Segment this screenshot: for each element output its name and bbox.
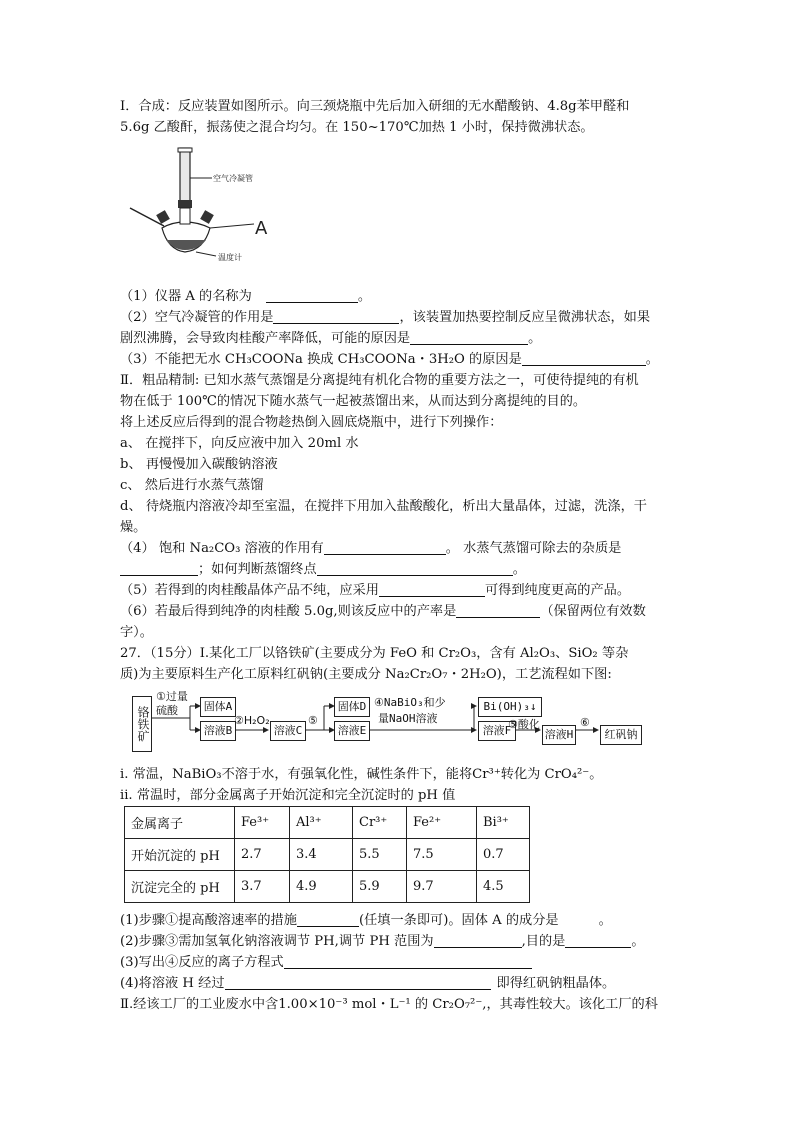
flow-step6-label: ⑥ — [580, 716, 590, 729]
answer-blank — [266, 288, 358, 303]
table-cell: 沉淀完全的 pH — [125, 871, 235, 903]
note-i: i. 常温，NaBiO₃不溶于水，有强氧化性，碱性条件下，能将Cr³⁺转化为 CrO₄²⁻。 — [120, 767, 603, 782]
sub-question-3: (3)写出④反应的离子方程式 — [120, 952, 676, 973]
condenser-label: 空气冷凝管 — [213, 174, 253, 183]
table-header: Bi³⁺ — [477, 807, 530, 839]
step-c: c、 然后进行水蒸气蒸馏 — [120, 478, 264, 493]
answer-blank — [456, 603, 540, 618]
answer-blank — [317, 561, 513, 576]
answer-blank — [379, 582, 485, 597]
answer-blank — [324, 540, 446, 555]
flow-solid-a: 固体A — [200, 697, 236, 717]
answer-blank — [225, 975, 491, 990]
flow-step4-label: ④NaBiO₃和少 — [374, 696, 446, 709]
table-header: Fe²⁺ — [407, 807, 477, 839]
table-header: Fe³⁺ — [235, 807, 290, 839]
table-header: 金属离子 — [125, 807, 235, 839]
flow-bi-hydroxide: Bi(OH)₃↓ — [478, 697, 542, 717]
question-5: （5）若得到的肉桂酸晶体产品不纯，应采用 可得到纯度更高的产品。 — [120, 583, 631, 598]
condenser-icon — [180, 148, 190, 206]
step-d-cont: 燥。 — [120, 520, 147, 535]
sub-question-2: (2)步骤③需加氢氧化钠溶液调节 PH,调节 PH 范围为 ,目的是 。 — [120, 934, 645, 949]
flow-step4-label-b: 量NaOH溶液 — [378, 712, 438, 725]
question-1: （1）仪器 A 的名称为 。 — [120, 289, 371, 304]
apparatus-figure — [128, 144, 288, 274]
ph-table — [124, 806, 530, 903]
answer-blank — [120, 561, 198, 576]
table-cell: 4.9 — [290, 871, 353, 903]
answer-blank — [522, 351, 646, 366]
sub-question-1: (1)步骤①提高酸溶速率的措施 (任填一条即可)。固体 A 的成分是 。 — [120, 913, 612, 928]
flow-step3-label: ⑤ — [308, 714, 318, 727]
flow-step1-label-b: 硫酸 — [156, 704, 178, 717]
table-cell: 5.5 — [353, 839, 407, 871]
flow-solution-e: 溶液E — [334, 721, 370, 741]
table-header: Al³⁺ — [290, 807, 353, 839]
table-header-row — [125, 807, 530, 839]
flow-solution-b: 溶液B — [200, 721, 236, 741]
flask-label-a: A — [255, 218, 268, 239]
table-cell: 开始沉淀的 pH — [125, 839, 235, 871]
part2-procedure: 将上述反应后得到的混合物趁热倒入圆底烧瓶中，进行下列操作： — [120, 415, 503, 430]
question-27-cont: 质)为主要原料生产化工原料红矾钠(主要成分 Na₂Cr₂O₇・2H₂O)，工艺流程如下图: — [120, 667, 612, 682]
question-27: 27．（15分）Ⅰ.某化工厂以铬铁矿(主要成分为 FeO 和 Cr₂O₃，含有 Al₂O₃、SiO₂ 等杂 — [120, 646, 629, 661]
table-cell: 7.5 — [407, 839, 477, 871]
flow-step2-label: ②H₂O₂ — [234, 714, 270, 727]
flow-solution-f: 溶液F — [478, 721, 516, 741]
flow-product: 红矾钠 — [600, 725, 642, 745]
question-6: （6）若最后得到纯净的肉桂酸 5.0g,则该反应中的产率是 （保留两位有效数 — [120, 604, 646, 619]
table-cell: 9.7 — [407, 871, 477, 903]
table-cell: 5.9 — [353, 871, 407, 903]
answer-blank — [410, 330, 528, 345]
step-a: a、 在搅拌下，向反应液中加入 20ml 水 — [120, 436, 359, 451]
table-cell: 3.4 — [290, 839, 353, 871]
table-cell: 2.7 — [235, 839, 290, 871]
question-6-cont: 字）。 — [120, 625, 153, 640]
question-2-cont: 剧烈沸腾，会导致肉桂酸产率降低，可能的原因是 。 — [120, 331, 542, 346]
answer-blank — [297, 912, 359, 927]
process-flowchart — [128, 688, 668, 754]
part2-intro: Ⅱ．粗品精制: 已知水蒸气蒸馏是分离提纯有机化合物的重要方法之一，可使待提纯的有机 — [120, 373, 639, 388]
flow-solid-d: 固体D — [334, 697, 370, 717]
table-cell: 3.7 — [235, 871, 290, 903]
table-cell: 0.7 — [477, 839, 530, 871]
table-cell: 4.5 — [477, 871, 530, 903]
table-row — [125, 871, 530, 903]
step-d: d、 待烧瓶内溶液冷却至室温，在搅拌下用加入盐酸酸化，析出大量晶体，过滤，洗涤，干 — [120, 499, 647, 514]
part1-intro: Ⅰ．合成：反应装置如图所示。向三颈烧瓶中先后加入研细的无水醋酸钠、4.8g苯甲醛和 — [120, 99, 630, 114]
question-2: （2）空气冷凝管的作用是 ，该装置加热要控制反应呈微沸状态，如果 — [120, 310, 651, 325]
answer-blank — [284, 954, 532, 969]
answer-blank — [434, 933, 522, 948]
flow-ore: 铬铁矿 — [132, 696, 152, 752]
question-3: （3）不能把无水 CH₃COONa 换成 CH₃COONa・3H₂O 的原因是 。 — [120, 352, 659, 367]
part1-intro-cont: 5.6g 乙酸酐，振荡使之混合均匀。在 150~170℃加热 1 小时，保持微沸状态。 — [120, 120, 594, 135]
part2-intro-cont: 物在低于 100℃的情况下随水蒸气一起被蒸馏出来，从而达到分离提纯的目的。 — [120, 394, 587, 409]
answer-blank — [273, 309, 399, 324]
thermometer-label: 温度计 — [218, 253, 242, 262]
step-b: b、 再慢慢加入碳酸钠溶液 — [120, 457, 278, 472]
table-header: Cr³⁺ — [353, 807, 407, 839]
question-4-cont: ；如何判断蒸馏终点 。 — [120, 559, 676, 580]
flow-step1-label: ①过量 — [156, 690, 188, 703]
sub-question-4: (4)将溶液 H 经过 即得红矾钠粗晶体。 — [120, 976, 616, 991]
question-4: （4） 饱和 Na₂CO₃ 溶液的作用有 。 水蒸气蒸馏可除去的杂质是 — [120, 541, 622, 556]
table-row — [125, 839, 530, 871]
answer-blank — [565, 933, 631, 948]
flow-solution-h: 溶液H — [542, 725, 576, 745]
note-ii: ii. 常温时，部分金属离子开始沉淀和完全沉淀时的 pH 值 — [120, 788, 456, 803]
flow-solution-c: 溶液C — [270, 721, 306, 741]
flow-step5-label: ⑤酸化 — [508, 718, 540, 731]
part2-wastewater: Ⅱ.经该工厂的工业废水中含1.00×10⁻³ mol・L⁻¹ 的 Cr₂O₇²⁻,，其毒性较大。该化工厂的科 — [120, 997, 658, 1012]
